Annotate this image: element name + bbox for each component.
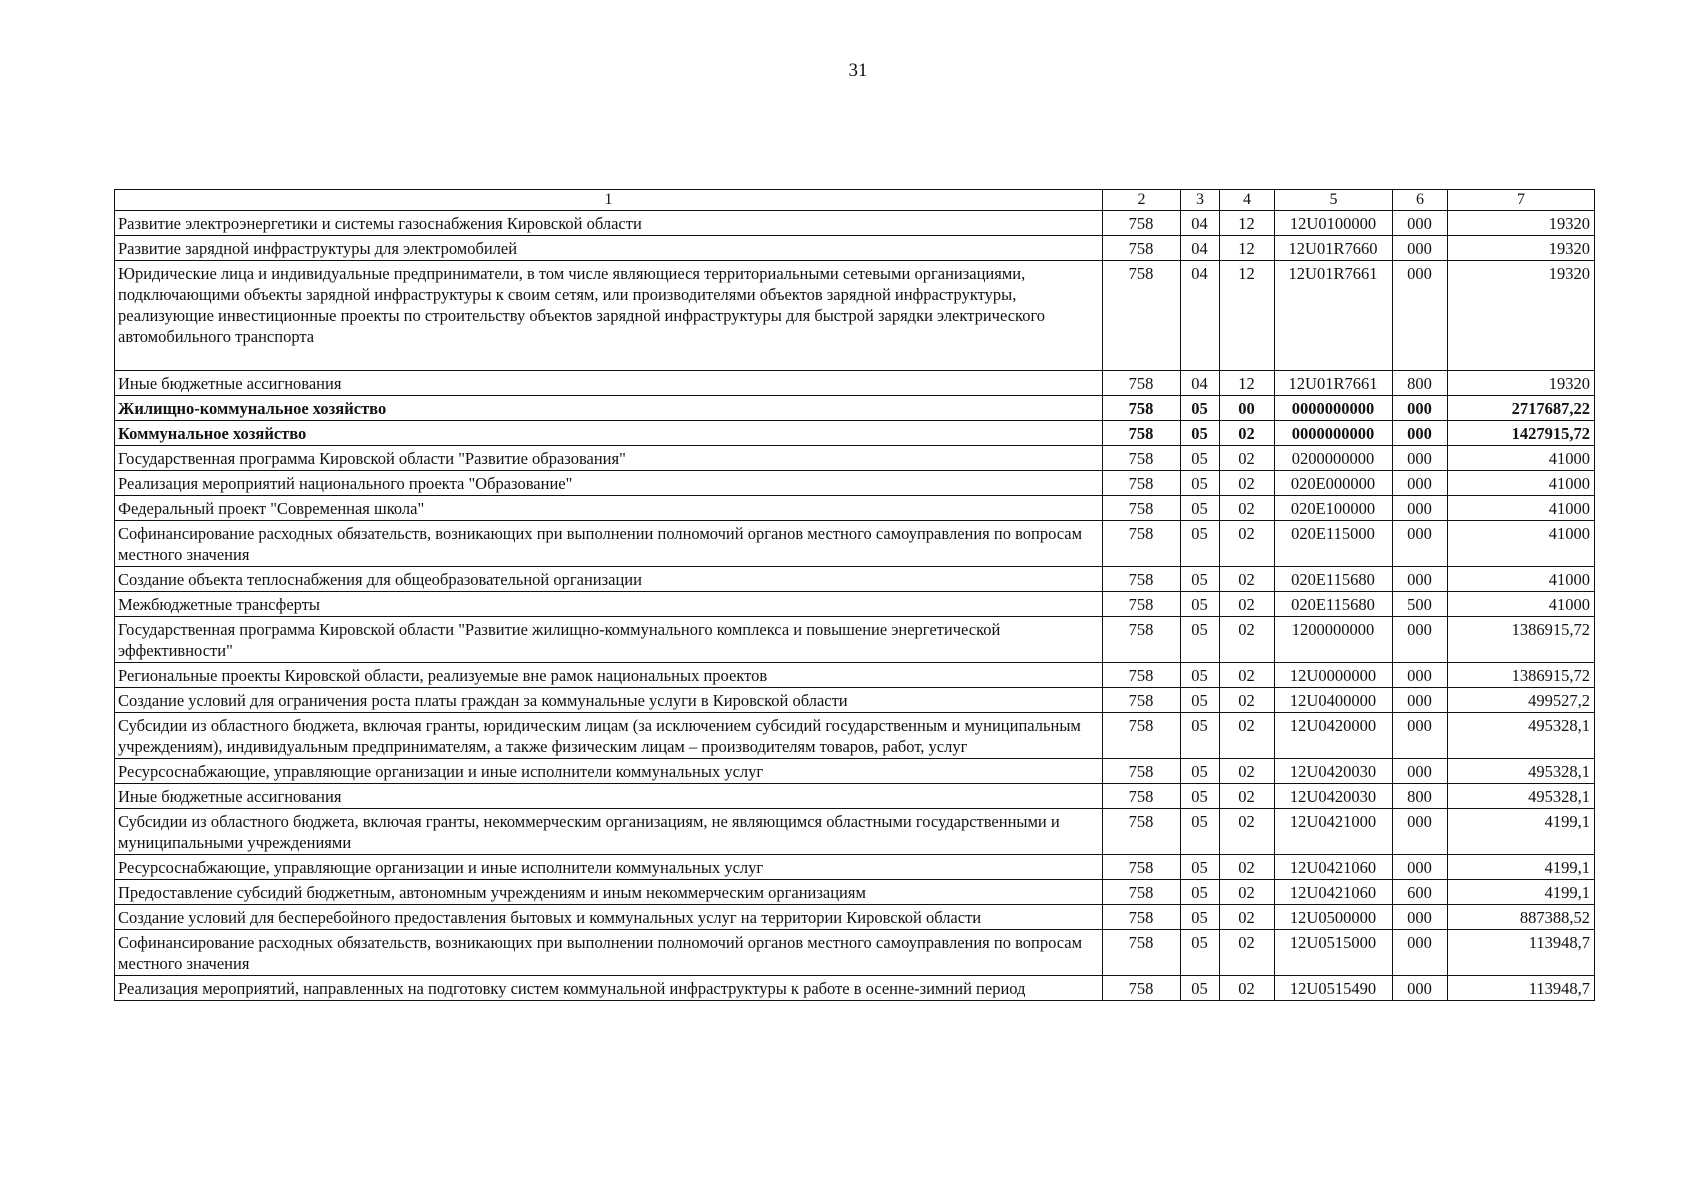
row-value-cell-c2: 758 [1103,496,1181,521]
row-name-cell: Развитие зарядной инфраструктуры для электромобилей [115,236,1103,261]
table-row [115,446,1595,471]
row-value-cell-c7: 4199,1 [1448,809,1595,855]
row-value-cell-c7: 495328,1 [1448,713,1595,759]
row-value-cell-c2: 758 [1103,567,1181,592]
row-value-cell-c5: 12U0100000 [1275,211,1393,236]
row-value-cell-c7: 41000 [1448,567,1595,592]
row-value-cell-c7: 113948,7 [1448,930,1595,976]
row-value-cell-c5: 020E115680 [1275,567,1393,592]
table-row [115,930,1595,976]
row-value-cell-c6: 000 [1393,446,1448,471]
column-header: 5 [1275,190,1393,211]
table-row [115,759,1595,784]
table-row [115,261,1595,371]
row-value-cell-c3: 05 [1181,496,1220,521]
budget-table [114,189,1595,1001]
row-value-cell-c3: 05 [1181,396,1220,421]
row-name-cell: Иные бюджетные ассигнования [115,784,1103,809]
row-value-cell-c2: 758 [1103,261,1181,371]
row-value-cell-c5: 0200000000 [1275,446,1393,471]
row-name-cell: Развитие электроэнергетики и системы газоснабжения Кировской области [115,211,1103,236]
row-value-cell-c3: 04 [1181,371,1220,396]
row-value-cell-c2: 758 [1103,617,1181,663]
row-value-cell-c2: 758 [1103,688,1181,713]
row-value-cell-c2: 758 [1103,809,1181,855]
row-value-cell-c4: 02 [1220,617,1275,663]
row-value-cell-c4: 02 [1220,496,1275,521]
table-row [115,211,1595,236]
row-value-cell-c2: 758 [1103,521,1181,567]
row-value-cell-c3: 05 [1181,521,1220,567]
row-value-cell-c5: 12U0421060 [1275,855,1393,880]
row-value-cell-c2: 758 [1103,905,1181,930]
row-value-cell-c4: 12 [1220,236,1275,261]
row-value-cell-c4: 02 [1220,663,1275,688]
table-row [115,592,1595,617]
row-value-cell-c5: 020E000000 [1275,471,1393,496]
row-value-cell-c5: 020E100000 [1275,496,1393,521]
row-value-cell-c6: 000 [1393,211,1448,236]
row-value-cell-c2: 758 [1103,663,1181,688]
row-value-cell-c3: 05 [1181,809,1220,855]
row-value-cell-c4: 02 [1220,421,1275,446]
row-value-cell-c4: 02 [1220,976,1275,1001]
row-value-cell-c3: 05 [1181,976,1220,1001]
row-value-cell-c5: 12U0400000 [1275,688,1393,713]
row-value-cell-c7: 887388,52 [1448,905,1595,930]
row-value-cell-c7: 495328,1 [1448,784,1595,809]
column-number-row [115,190,1595,211]
row-value-cell-c5: 12U0420030 [1275,759,1393,784]
table-row [115,396,1595,421]
row-value-cell-c6: 000 [1393,905,1448,930]
row-value-cell-c5: 12U0420030 [1275,784,1393,809]
row-value-cell-c2: 758 [1103,759,1181,784]
row-value-cell-c5: 12U0421060 [1275,880,1393,905]
row-value-cell-c5: 0000000000 [1275,396,1393,421]
row-value-cell-c7: 4199,1 [1448,855,1595,880]
column-header: 2 [1103,190,1181,211]
row-value-cell-c3: 05 [1181,471,1220,496]
row-value-cell-c3: 05 [1181,688,1220,713]
row-name-cell: Софинансирование расходных обязательств, возникающих при выполнении полномочий органов местного самоуправления по вопросам местного значения [115,930,1103,976]
table-row [115,521,1595,567]
row-value-cell-c6: 000 [1393,261,1448,371]
row-value-cell-c7: 4199,1 [1448,880,1595,905]
row-value-cell-c4: 02 [1220,809,1275,855]
row-value-cell-c5: 1200000000 [1275,617,1393,663]
row-value-cell-c7: 41000 [1448,446,1595,471]
row-name-cell: Коммунальное хозяйство [115,421,1103,446]
row-value-cell-c3: 05 [1181,421,1220,446]
row-value-cell-c3: 05 [1181,592,1220,617]
row-value-cell-c4: 02 [1220,855,1275,880]
table-row [115,713,1595,759]
table-row [115,371,1595,396]
row-value-cell-c7: 1427915,72 [1448,421,1595,446]
row-value-cell-c3: 05 [1181,567,1220,592]
row-value-cell-c4: 02 [1220,521,1275,567]
row-value-cell-c3: 05 [1181,784,1220,809]
table-row [115,688,1595,713]
row-name-cell: Реализация мероприятий, направленных на подготовку систем коммунальной инфраструктуры к работе в осенне-зимний период [115,976,1103,1001]
row-value-cell-c3: 05 [1181,617,1220,663]
row-value-cell-c6: 000 [1393,521,1448,567]
table-row [115,880,1595,905]
row-value-cell-c4: 00 [1220,396,1275,421]
row-value-cell-c7: 19320 [1448,211,1595,236]
row-value-cell-c2: 758 [1103,396,1181,421]
row-value-cell-c7: 499527,2 [1448,688,1595,713]
row-value-cell-c3: 05 [1181,663,1220,688]
row-value-cell-c5: 12U01R7660 [1275,236,1393,261]
row-name-cell: Федеральный проект "Современная школа" [115,496,1103,521]
row-value-cell-c5: 020E115680 [1275,592,1393,617]
table-row [115,496,1595,521]
row-value-cell-c7: 1386915,72 [1448,617,1595,663]
row-name-cell: Государственная программа Кировской области "Развитие жилищно-коммунального комплекса и повышение энергетической эффективности" [115,617,1103,663]
column-header: 1 [115,190,1103,211]
row-name-cell: Ресурсоснабжающие, управляющие организации и иные исполнители коммунальных услуг [115,855,1103,880]
row-value-cell-c6: 000 [1393,496,1448,521]
row-value-cell-c5: 12U0421000 [1275,809,1393,855]
row-value-cell-c5: 12U0420000 [1275,713,1393,759]
row-value-cell-c3: 04 [1181,261,1220,371]
row-value-cell-c2: 758 [1103,784,1181,809]
row-name-cell: Государственная программа Кировской области "Развитие образования" [115,446,1103,471]
row-value-cell-c7: 19320 [1448,371,1595,396]
row-name-cell: Юридические лица и индивидуальные предприниматели, в том числе являющиеся территориальными сетевыми организациями, подключающими объекты зарядной инфраструктуры к своим сетям, или производителями объектов зарядной инфраструктуры, реализующие инвестиционные проекты по строительству объектов зарядной инфраструктуры для быстрой зарядки электрического автомобильного транспорта [115,261,1103,371]
row-value-cell-c6: 000 [1393,471,1448,496]
row-value-cell-c6: 000 [1393,809,1448,855]
row-value-cell-c5: 12U0515490 [1275,976,1393,1001]
row-name-cell: Создание условий для бесперебойного предоставления бытовых и коммунальных услуг на территории Кировской области [115,905,1103,930]
table-row [115,905,1595,930]
row-value-cell-c5: 12U0500000 [1275,905,1393,930]
row-name-cell: Реализация мероприятий национального проекта "Образование" [115,471,1103,496]
row-value-cell-c4: 02 [1220,592,1275,617]
table-row [115,809,1595,855]
row-name-cell: Межбюджетные трансферты [115,592,1103,617]
row-value-cell-c5: 020E115000 [1275,521,1393,567]
row-value-cell-c4: 02 [1220,759,1275,784]
row-value-cell-c7: 41000 [1448,521,1595,567]
row-value-cell-c4: 02 [1220,713,1275,759]
row-name-cell: Создание условий для ограничения роста платы граждан за коммунальные услуги в Кировской области [115,688,1103,713]
row-value-cell-c4: 02 [1220,688,1275,713]
row-value-cell-c7: 41000 [1448,592,1595,617]
row-value-cell-c7: 2717687,22 [1448,396,1595,421]
row-value-cell-c2: 758 [1103,880,1181,905]
row-value-cell-c3: 04 [1181,236,1220,261]
row-value-cell-c5: 0000000000 [1275,421,1393,446]
row-value-cell-c2: 758 [1103,976,1181,1001]
row-value-cell-c5: 12U01R7661 [1275,371,1393,396]
row-value-cell-c5: 12U0000000 [1275,663,1393,688]
row-value-cell-c6: 000 [1393,236,1448,261]
row-name-cell: Предоставление субсидий бюджетным, автономным учреждениям и иным некоммерческим организациям [115,880,1103,905]
row-value-cell-c6: 000 [1393,759,1448,784]
row-value-cell-c2: 758 [1103,471,1181,496]
row-value-cell-c6: 000 [1393,688,1448,713]
row-value-cell-c7: 19320 [1448,236,1595,261]
table-row [115,471,1595,496]
row-value-cell-c7: 41000 [1448,496,1595,521]
table-row [115,784,1595,809]
row-value-cell-c7: 113948,7 [1448,976,1595,1001]
row-value-cell-c2: 758 [1103,855,1181,880]
row-value-cell-c7: 1386915,72 [1448,663,1595,688]
row-value-cell-c4: 02 [1220,567,1275,592]
row-value-cell-c6: 000 [1393,396,1448,421]
column-header: 4 [1220,190,1275,211]
row-value-cell-c4: 02 [1220,446,1275,471]
row-value-cell-c4: 02 [1220,784,1275,809]
row-value-cell-c2: 758 [1103,421,1181,446]
table-row [115,567,1595,592]
table-row [115,617,1595,663]
row-name-cell: Субсидии из областного бюджета, включая гранты, юридическим лицам (за исключением субсидий государственным и муниципальным учреждениям), индивидуальным предпринимателям, а также физическим лицам – производителям товаров, работ, услуг [115,713,1103,759]
row-value-cell-c4: 12 [1220,211,1275,236]
page-number: 31 [848,60,868,81]
row-value-cell-c3: 04 [1181,211,1220,236]
row-value-cell-c5: 12U0515000 [1275,930,1393,976]
row-name-cell: Региональные проекты Кировской области, реализуемые вне рамок национальных проектов [115,663,1103,688]
row-value-cell-c4: 12 [1220,371,1275,396]
row-value-cell-c3: 05 [1181,759,1220,784]
row-value-cell-c2: 758 [1103,930,1181,976]
row-value-cell-c5: 12U01R7661 [1275,261,1393,371]
row-value-cell-c6: 000 [1393,976,1448,1001]
row-value-cell-c6: 000 [1393,713,1448,759]
column-header: 3 [1181,190,1220,211]
row-value-cell-c2: 758 [1103,713,1181,759]
row-value-cell-c6: 800 [1393,371,1448,396]
row-value-cell-c6: 000 [1393,617,1448,663]
table-row [115,976,1595,1001]
row-value-cell-c6: 500 [1393,592,1448,617]
row-value-cell-c2: 758 [1103,371,1181,396]
row-value-cell-c6: 800 [1393,784,1448,809]
row-value-cell-c7: 495328,1 [1448,759,1595,784]
row-name-cell: Создание объекта теплоснабжения для общеобразовательной организации [115,567,1103,592]
row-value-cell-c3: 05 [1181,446,1220,471]
row-value-cell-c4: 02 [1220,930,1275,976]
row-value-cell-c7: 19320 [1448,261,1595,371]
row-value-cell-c2: 758 [1103,236,1181,261]
row-value-cell-c4: 02 [1220,471,1275,496]
row-name-cell: Софинансирование расходных обязательств, возникающих при выполнении полномочий органов местного самоуправления по вопросам местного значения [115,521,1103,567]
column-header: 7 [1448,190,1595,211]
row-value-cell-c3: 05 [1181,930,1220,976]
row-name-cell: Жилищно-коммунальное хозяйство [115,396,1103,421]
row-value-cell-c3: 05 [1181,713,1220,759]
row-value-cell-c6: 000 [1393,421,1448,446]
row-value-cell-c3: 05 [1181,905,1220,930]
row-value-cell-c4: 12 [1220,261,1275,371]
table-row [115,663,1595,688]
row-value-cell-c4: 02 [1220,880,1275,905]
row-name-cell: Субсидии из областного бюджета, включая гранты, некоммерческим организациям, не являющимся областными государственными и муниципальными учреждениями [115,809,1103,855]
row-value-cell-c2: 758 [1103,592,1181,617]
table-row [115,421,1595,446]
column-header: 6 [1393,190,1448,211]
row-value-cell-c3: 05 [1181,855,1220,880]
row-value-cell-c4: 02 [1220,905,1275,930]
row-value-cell-c6: 000 [1393,930,1448,976]
table-body [115,211,1595,1001]
row-value-cell-c2: 758 [1103,211,1181,236]
row-name-cell: Ресурсоснабжающие, управляющие организации и иные исполнители коммунальных услуг [115,759,1103,784]
row-name-cell: Иные бюджетные ассигнования [115,371,1103,396]
row-value-cell-c3: 05 [1181,880,1220,905]
row-value-cell-c2: 758 [1103,446,1181,471]
row-value-cell-c6: 000 [1393,855,1448,880]
row-value-cell-c6: 000 [1393,567,1448,592]
row-value-cell-c6: 600 [1393,880,1448,905]
table-row [115,236,1595,261]
table-row [115,855,1595,880]
row-value-cell-c7: 41000 [1448,471,1595,496]
row-value-cell-c6: 000 [1393,663,1448,688]
